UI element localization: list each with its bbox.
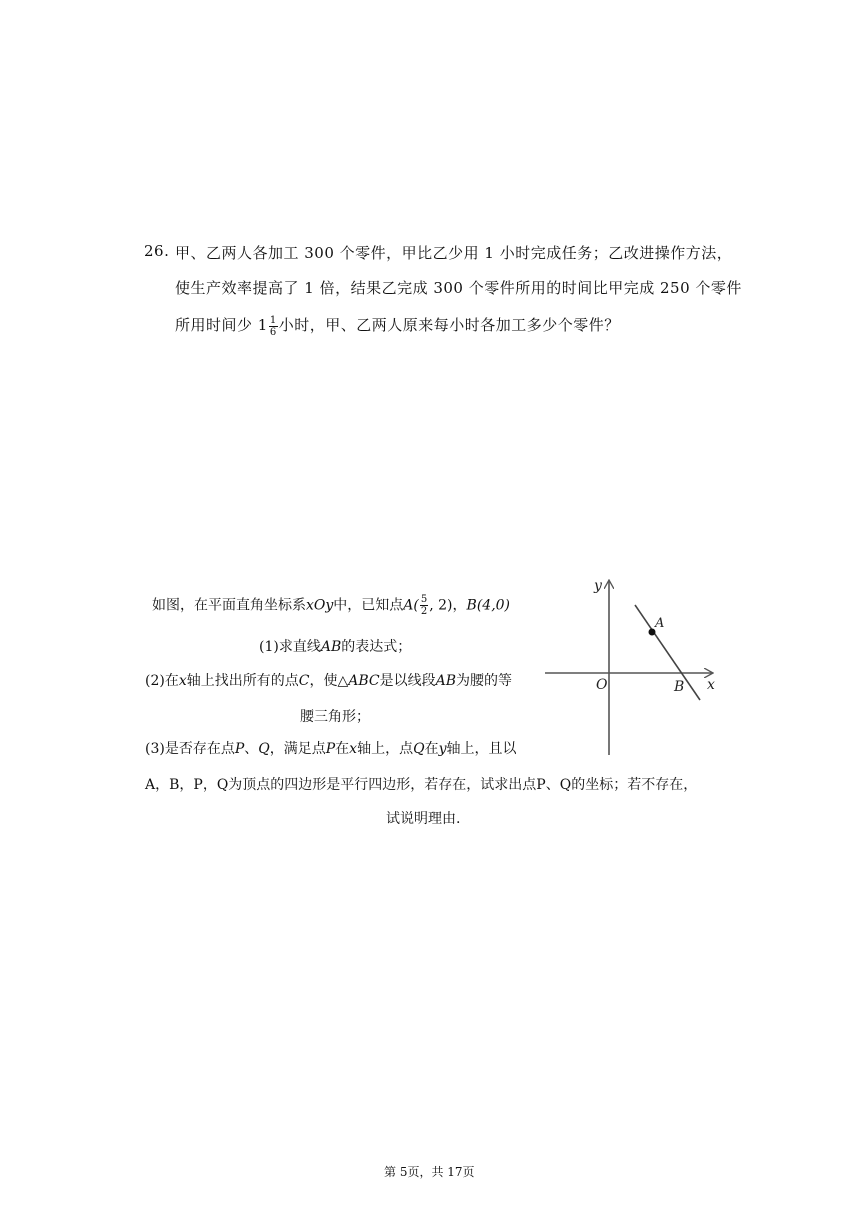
q27-pointA-rest: , 2)， xyxy=(429,597,467,614)
q27-part3-a: (3)是否存在点 xyxy=(145,741,235,757)
q27-part3-line2: A，B，P，Q为顶点的四边形是平行四边形，若存在，试求出点P、Q的坐标；若不存在， xyxy=(145,777,698,793)
q27-part3-e: 在 xyxy=(424,741,439,757)
q27-part1-b: 的表达式； xyxy=(341,639,412,655)
q27-part1 xyxy=(259,636,411,656)
q26-line3-after: 小时，甲、乙两人原来每小时各加工多少个零件？ xyxy=(278,316,620,334)
q27-part2 xyxy=(145,670,512,690)
q26-line2: 使生产效率提高了 1 倍，结果乙完成 300 个零件所用的时间比甲完成 250 个零件 xyxy=(175,279,742,297)
coordinate-figure xyxy=(540,575,725,760)
q27-part3-line3: 试说明理由. xyxy=(386,811,461,827)
q27-part2-line2: 腰三角形； xyxy=(300,709,370,725)
q27-part3-c: 在 xyxy=(335,741,350,757)
label-b: B xyxy=(674,679,685,695)
q27-intro-a: 如图，在平面直角坐标系 xyxy=(152,597,306,614)
q26-fraction xyxy=(269,315,278,338)
line-ab xyxy=(635,605,700,700)
q27-part3-q2: Q xyxy=(413,741,425,757)
q26-number: 26. xyxy=(144,242,170,260)
page-footer: 第 5页，共 17页 xyxy=(384,1165,475,1179)
q27-part2-d: ，使△ xyxy=(309,673,349,689)
q27-part3-f: 轴上，且以 xyxy=(446,741,517,757)
q27-pointB: B(4,0) xyxy=(466,597,511,614)
q27-part2-c: C xyxy=(298,673,310,689)
q26-frac-num: 1 xyxy=(269,314,277,326)
q26-frac-den: 6 xyxy=(269,326,277,338)
q27-pointA-frac-num: 5 xyxy=(420,594,428,605)
q27-part3-sep1: 、 xyxy=(244,741,259,757)
q27-part3-p2: P xyxy=(325,741,336,757)
label-x: x xyxy=(707,677,715,693)
q26-line1: 甲、乙两人各加工 300 个零件，甲比乙少用 1 小时完成任务；乙改进操作方法， xyxy=(175,244,733,262)
label-y: y xyxy=(594,578,602,594)
label-o: O xyxy=(596,677,608,693)
q27-part3-x: x xyxy=(349,741,358,757)
q27-part3-p: P xyxy=(234,741,245,757)
label-a: A xyxy=(655,616,665,631)
q27-part2-a: (2)在 xyxy=(145,673,179,689)
q27-pointA-label: A( xyxy=(403,597,419,614)
q27-intro-xoy: xOy xyxy=(306,597,334,614)
q27-part2-abc: ABC xyxy=(348,673,380,689)
q27-pointA-frac-den: 2 xyxy=(420,606,428,617)
q27-part1-a: (1)求直线 xyxy=(259,639,321,655)
q27-intro xyxy=(152,594,510,617)
q27-intro-b: 中，已知点 xyxy=(333,597,404,614)
q26-line3-before: 所用时间少 1 xyxy=(175,316,268,334)
q27-pointA-fraction xyxy=(420,594,428,617)
q27-part2-b: 轴上找出所有的点 xyxy=(186,673,299,689)
q27-part2-ab: AB xyxy=(435,673,457,689)
q27-part3-y: y xyxy=(438,741,447,757)
q27-part2-f: 为腰的等 xyxy=(456,673,513,689)
q26-line3 xyxy=(175,314,620,338)
q27-part3-q: Q xyxy=(258,741,270,757)
q27-part3-d: 轴上，点 xyxy=(357,741,414,757)
q27-part2-x: x xyxy=(178,673,187,689)
q27-part3 xyxy=(145,738,516,758)
q27-part3-b: ，满足点 xyxy=(269,741,326,757)
q27-part2-e: 是以线段 xyxy=(379,673,436,689)
q27-part1-ab: AB xyxy=(320,639,342,655)
